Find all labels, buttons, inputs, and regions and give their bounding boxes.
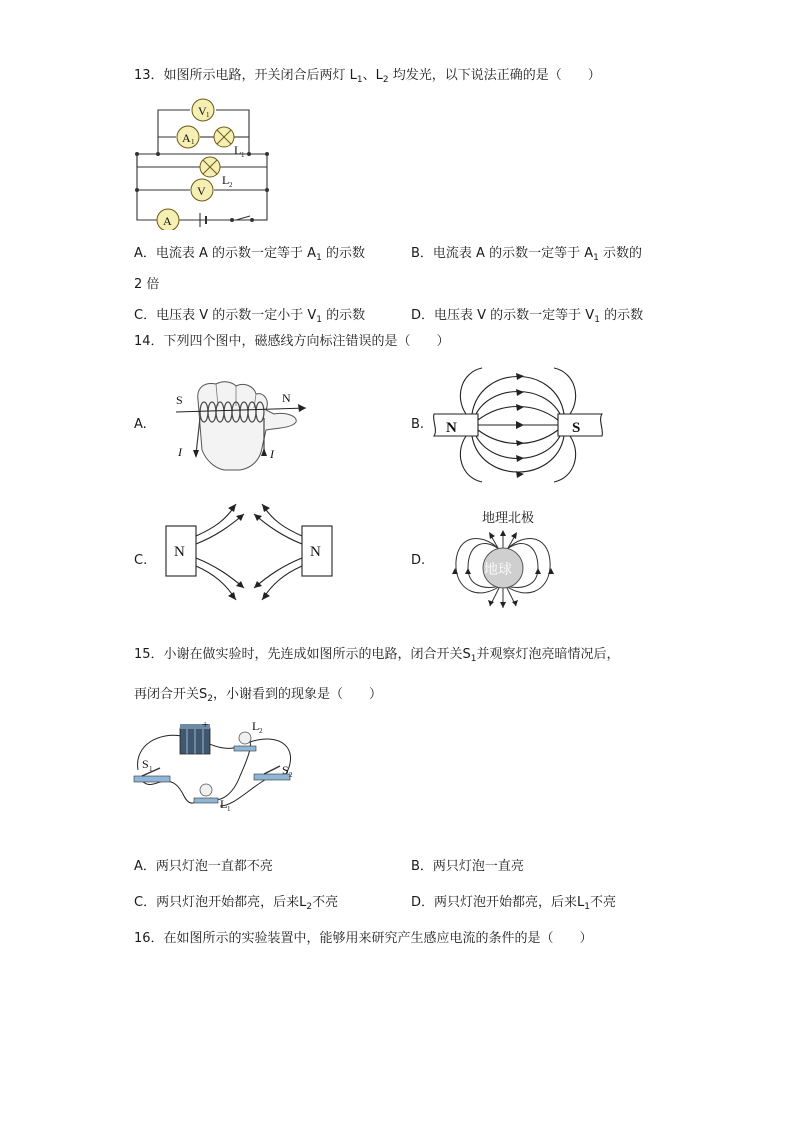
svg-text:L: L — [252, 719, 260, 733]
svg-text:N: N — [310, 544, 321, 560]
q13-stem: 13．如图所示电路，开关闭合后两灯 $L_1$、$L_2$ 均发光，以下说法正确的是（ ） — [134, 68, 601, 85]
q14-label-a[interactable]: A. — [134, 417, 147, 432]
q14-fig-b-bar-magnets — [432, 362, 604, 486]
lamp-l2 — [200, 157, 220, 177]
svg-text:+: + — [202, 719, 209, 731]
svg-text:L: L — [220, 797, 228, 811]
svg-text:L: L — [234, 143, 242, 157]
q14-fig-d-earth-field — [450, 526, 556, 610]
q14-label-c[interactable]: C. — [134, 553, 148, 568]
svg-text:N: N — [282, 391, 291, 405]
svg-text:I: I — [178, 445, 182, 459]
svg-text:S: S — [282, 763, 289, 777]
q13-option-c[interactable]: C．电压表 V 的示数一定小于 $V_1$ 的示数 — [134, 308, 366, 325]
q14-label-d[interactable]: D. — [411, 553, 426, 568]
q13-circuit-figure — [130, 94, 280, 230]
svg-text:I: I — [270, 447, 274, 461]
svg-text:地球: 地球 — [484, 563, 512, 578]
svg-text:2: 2 — [229, 181, 233, 189]
q15-option-d[interactable]: D．两只灯泡开始都亮，后来$L_1$不亮 — [411, 895, 617, 912]
svg-text:2: 2 — [259, 727, 263, 735]
svg-text:N: N — [174, 544, 185, 560]
bulb-l1-icon — [194, 784, 218, 803]
q15-stem-line2: 再闭合开关$S_2$，小谢看到的现象是（ ） — [134, 687, 383, 704]
q15-option-c[interactable]: C．两只灯泡开始都亮，后来$L_2$不亮 — [134, 895, 339, 912]
svg-text:V: V — [197, 184, 206, 198]
svg-text:S: S — [176, 393, 183, 407]
q14-label-b[interactable]: B. — [411, 417, 425, 432]
q15-option-a[interactable]: A．两只灯泡一直都不亮 — [134, 859, 273, 874]
q15-option-b[interactable]: B．两只灯泡一直亮 — [411, 859, 524, 874]
q14-fig-c-like-poles — [164, 500, 334, 612]
lamp-l1 — [214, 127, 234, 147]
svg-text:V: V — [198, 104, 207, 118]
svg-text:L: L — [222, 173, 230, 187]
q16-stem: 16．在如图所示的实验装置中，能够用来研究产生感应电流的条件的是（ ） — [134, 931, 593, 946]
q14-stem: 14．下列四个图中，磁感线方向标注错误的是（ ） — [134, 334, 450, 349]
svg-text:N: N — [446, 420, 457, 436]
q13-option-b[interactable]: B．电流表 A 的示数一定等于 $A_1$ 示数的 — [411, 246, 642, 263]
svg-text:1: 1 — [191, 138, 195, 146]
q13-option-d[interactable]: D．电压表 V 的示数一定等于 $V_1$ 的示数 — [411, 308, 644, 325]
svg-text:1: 1 — [149, 765, 153, 773]
q15-stem-line1: 15．小谢在做实验时，先连成如图所示的电路，闭合开关$S_1$并观察灯泡亮暗情况后， — [134, 647, 620, 664]
q13-option-a[interactable]: A．电流表 A 的示数一定等于 $A_1$ 的示数 — [134, 246, 365, 263]
svg-text:2: 2 — [289, 771, 293, 779]
svg-text:A: A — [163, 214, 172, 228]
svg-text:1: 1 — [206, 111, 210, 119]
q14-fig-a-solenoid-hand — [166, 378, 316, 476]
svg-text:S: S — [142, 757, 149, 771]
q14-fig-d-top-label: 地理北极 — [482, 511, 535, 526]
q15-circuit-figure — [130, 718, 310, 818]
svg-text:1: 1 — [227, 805, 231, 813]
svg-text:1: 1 — [241, 151, 245, 159]
q13-option-b-wrap: 2 倍 — [134, 277, 160, 292]
svg-text:S: S — [572, 420, 581, 436]
svg-text:A: A — [182, 131, 191, 145]
